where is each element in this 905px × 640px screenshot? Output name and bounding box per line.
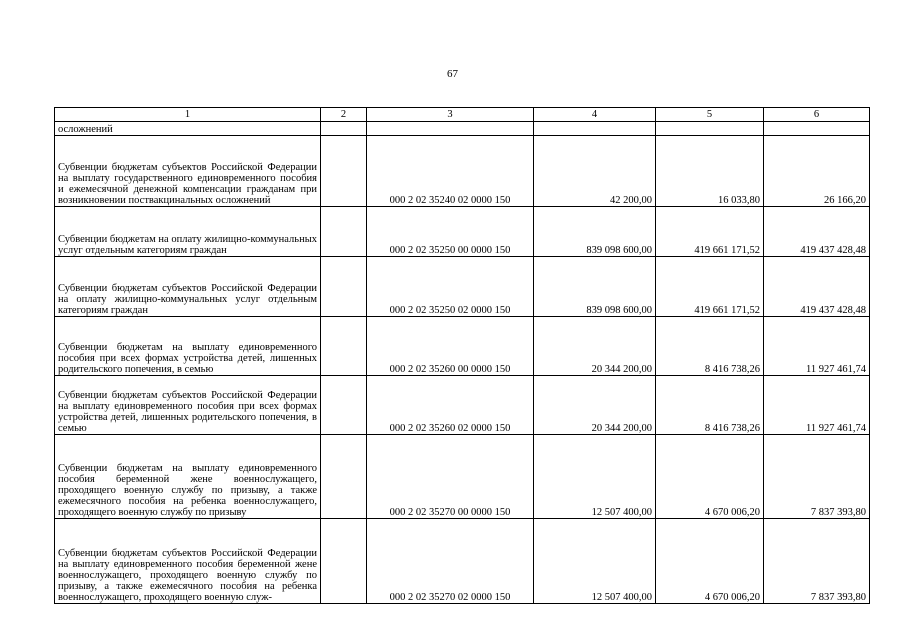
row-code: 000 2 02 35270 00 0000 150 [367,435,534,519]
row-code: 000 2 02 35260 00 0000 150 [367,317,534,376]
row-code: 000 2 02 35270 02 0000 150 [367,519,534,604]
row-value-col6: 26 166,20 [764,136,870,207]
row-value-col4: 42 200,00 [534,136,656,207]
column-header: 3 [367,108,534,122]
budget-table [54,107,870,604]
row-value-col6: 7 837 393,80 [764,435,870,519]
row-value-col5: 8 416 738,26 [656,317,764,376]
table-row [55,136,870,207]
table-row [55,257,870,317]
row-value-col6: 11 927 461,74 [764,317,870,376]
row-value-col5: 419 661 171,52 [656,257,764,317]
row-description: Субвенции бюджетам субъектов Российской Федерации на выплату единовременного пособия беременной жене военнослужащего, проходящего военную службу по призыву, а также ежемесячного пособия на ребенка военнослужащего, проходящего военную служ- [55,519,321,604]
empty-cell [764,122,870,136]
row-value-col6: 419 437 428,48 [764,257,870,317]
empty-cell [321,435,367,519]
row-code: 000 2 02 35240 02 0000 150 [367,136,534,207]
column-header: 2 [321,108,367,122]
row-value-col6: 7 837 393,80 [764,519,870,604]
empty-cell [321,136,367,207]
empty-cell [321,122,367,136]
row-code: 000 2 02 35250 02 0000 150 [367,257,534,317]
page-number: 67 [447,68,458,80]
row-value-col5: 419 661 171,52 [656,207,764,257]
row-description: Субвенции бюджетам субъектов Российской Федерации на оплату жилищно-коммунальных услуг отдельным категориям граждан [55,257,321,317]
row-description: Субвенции бюджетам на оплату жилищно-коммунальных услуг отдельным категориям граждан [55,207,321,257]
column-header: 1 [55,108,321,122]
row-value-col5: 4 670 006,20 [656,435,764,519]
table-row [55,317,870,376]
row-value-col4: 20 344 200,00 [534,376,656,435]
row-value-col4: 839 098 600,00 [534,207,656,257]
empty-cell [656,122,764,136]
row-value-col6: 11 927 461,74 [764,376,870,435]
row-value-col5: 4 670 006,20 [656,519,764,604]
empty-cell [321,207,367,257]
row-description: Субвенции бюджетам субъектов Российской Федерации на выплату единовременного пособия при всех формах устройства детей, лишенных родительского попечения, в семью [55,376,321,435]
empty-cell [321,376,367,435]
column-header: 6 [764,108,870,122]
row-code: 000 2 02 35250 00 0000 150 [367,207,534,257]
row-description: Субвенции бюджетам на выплату единовременного пособия беременной жене военнослужащего, проходящего военную службу по призыву, а также ежемесячного пособия на ребенка военнослужащего, проходящего военную службу по призыву [55,435,321,519]
continuation-text: осложнений [55,122,321,136]
column-header: 5 [656,108,764,122]
row-code: 000 2 02 35260 02 0000 150 [367,376,534,435]
row-value-col4: 12 507 400,00 [534,519,656,604]
row-value-col4: 839 098 600,00 [534,257,656,317]
empty-cell [367,122,534,136]
empty-cell [321,519,367,604]
table-row [55,435,870,519]
table-header-row [55,108,870,122]
row-value-col6: 419 437 428,48 [764,207,870,257]
row-value-col5: 8 416 738,26 [656,376,764,435]
row-description: Субвенции бюджетам на выплату единовременного пособия при всех формах устройства детей, лишенных родительского попечения, в семью [55,317,321,376]
row-value-col4: 12 507 400,00 [534,435,656,519]
empty-cell [321,317,367,376]
table-row [55,519,870,604]
table-row [55,376,870,435]
empty-cell [534,122,656,136]
empty-cell [321,257,367,317]
row-value-col5: 16 033,80 [656,136,764,207]
row-value-col4: 20 344 200,00 [534,317,656,376]
row-description: Субвенции бюджетам субъектов Российской Федерации на выплату государственного единовременного пособия и ежемесячной денежной компенсации гражданам при возникновении поствакцинальных осложнений [55,136,321,207]
column-header: 4 [534,108,656,122]
table-row [55,207,870,257]
continuation-row [55,122,870,136]
